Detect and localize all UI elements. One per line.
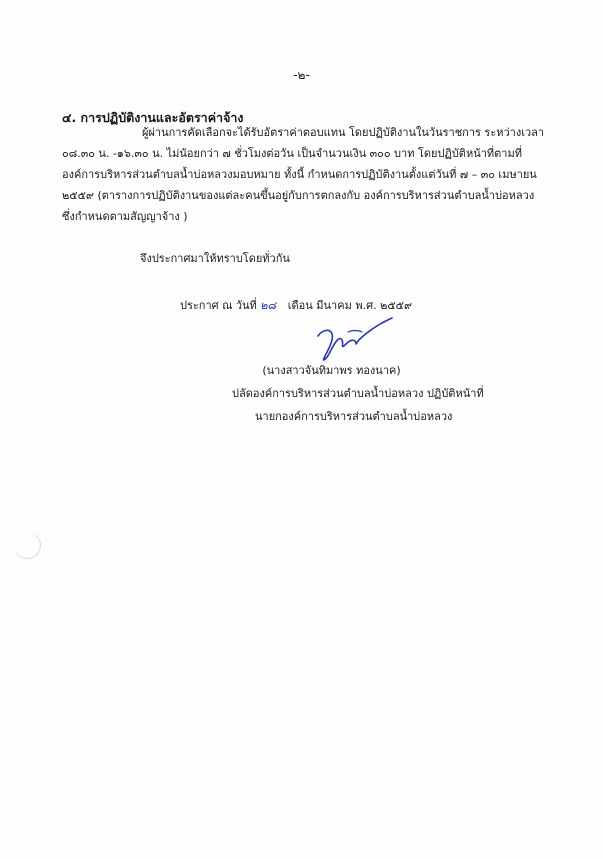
punch-hole-mark	[14, 532, 41, 559]
signer-position-acting: นายกองค์การบริหารส่วนตำบลน้ำบ่อหลวง	[255, 410, 453, 423]
dated-suffix: เดือน มีนาคม พ.ศ. ๒๕๕๙	[287, 299, 413, 312]
body-line: ผู้ผ่านการคัดเลือกจะได้รับอัตราค่าตอบแทน โดยปฏิบัติงานในวันราชการ ระหว่างเวลา	[142, 126, 545, 139]
section-heading: ๔. การปฏิบัติงานและอัตราค่าจ้าง	[62, 110, 244, 125]
announcement-text: จึงประกาศมาให้ทราบโดยทั่วกัน	[140, 252, 290, 265]
signer-name: (นางสาวจันทิมาพร ทองนาค)	[262, 364, 401, 377]
handwritten-signature	[300, 310, 420, 364]
page-number: -๒-	[293, 68, 310, 82]
body-line: ซึ่งกำหนดตามสัญญาจ้าง )	[62, 210, 188, 223]
body-line: ๐๘.๓๐ น. -๑๖.๓๐ น. ไม่น้อยกว่า ๗ ชั่วโมงต่อวัน เป็นจำนวนเงิน ๓๐๐ บาท โดยปฏิบัติหน้าที่ตามที่	[62, 147, 522, 160]
signer-position: ปลัดองค์การบริหารส่วนตำบลน้ำบ่อหลวง ปฏิบัติหน้าที่	[232, 387, 484, 400]
body-line: องค์การบริหารส่วนตำบลน้ำบ่อหลวงมอบหมาย ทั้งนี้ กำหนดการปฏิบัติงานตั้งแต่วันที่ ๗ – ๓๐ เมษายน	[62, 168, 537, 181]
body-paragraph	[62, 122, 546, 227]
dated-day-handwritten: ๒๘	[260, 299, 277, 312]
body-line: ๒๕๕๙ (ตารางการปฏิบัติงานของแต่ละคนขึ้นอยู่กับการตกลงกับ องค์การบริหารส่วนตำบลน้ำบ่อหลวง	[62, 189, 535, 202]
dated-prefix: ประกาศ ณ วันที่	[180, 299, 257, 312]
